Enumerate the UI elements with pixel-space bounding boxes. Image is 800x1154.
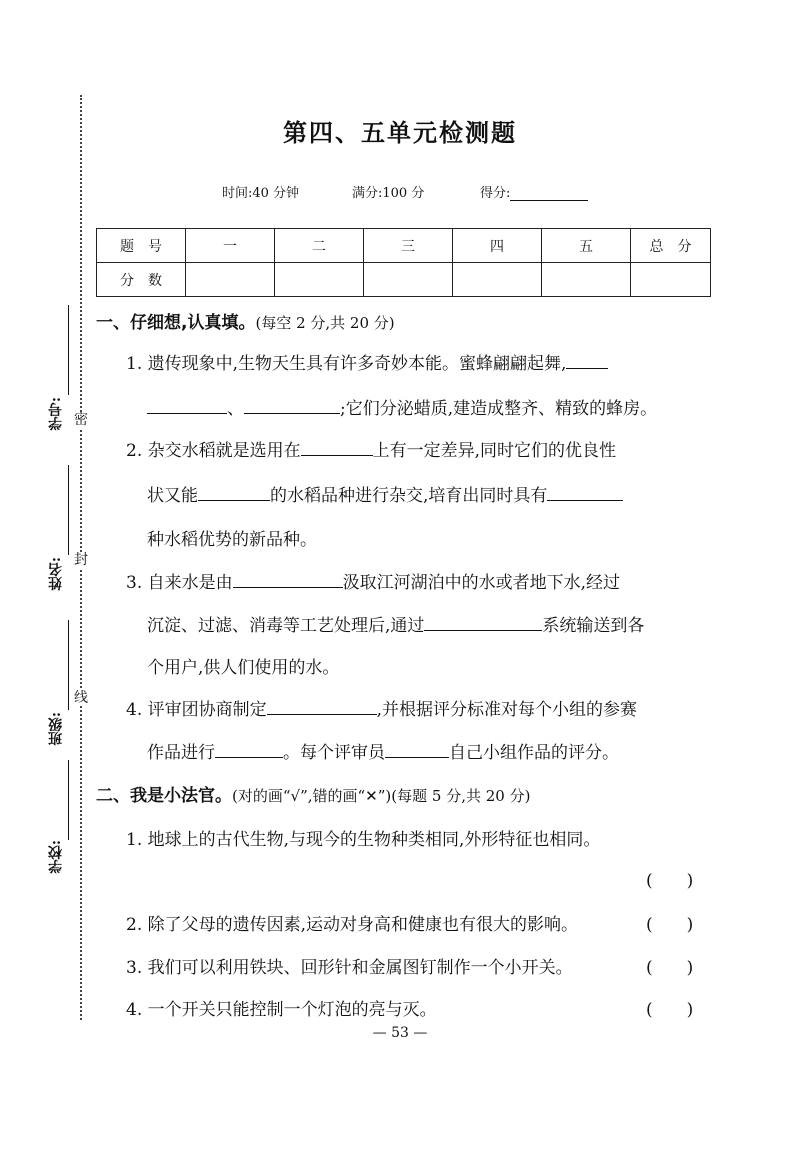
page-title: 第四、五单元检测题 [283, 119, 517, 147]
answer-blank[interactable] [385, 740, 449, 758]
score-cell[interactable] [186, 263, 275, 297]
judge-item-1: 1. 地球上的古代生物,与现今的生物种类相同,外形特征也相同。 [126, 830, 601, 850]
score-table [96, 228, 711, 297]
question-1-line-2 [147, 394, 657, 419]
question-text: 、 [227, 399, 244, 419]
answer-parentheses[interactable]: ( ) [646, 958, 694, 978]
judge-item-2: 2. 除了父母的遗传因素,运动对身高和健康也有很大的影响。 [126, 915, 579, 935]
table-cell: 总 分 [631, 229, 711, 263]
seal-char-feng: 封 [74, 552, 88, 568]
question-3-line-3 [147, 653, 339, 678]
section-1-note: (每空 2 分,共 20 分) [255, 314, 395, 332]
answer-blank[interactable] [244, 396, 340, 414]
section-2-note: (对的画“√”,错的画“✕”)(每题 5 分,共 20 分) [232, 787, 531, 805]
question-text: 系统输送到各 [542, 616, 645, 636]
question-text: ;它们分泌蜡质,建造成整齐、精致的蜂房。 [340, 399, 658, 419]
answer-parentheses[interactable]: ( ) [646, 1000, 694, 1020]
question-text: 作品进行 [147, 743, 215, 763]
table-cell: 一 [186, 229, 275, 263]
seal-char-xian: 线 [74, 690, 88, 706]
question-text: 沉淀、过滤、消毒等工艺处理后,通过 [147, 616, 425, 636]
class-line [68, 620, 69, 710]
score-field[interactable] [480, 182, 588, 201]
answer-blank[interactable] [301, 438, 373, 456]
question-text: 上有一定差异,同时它们的优良性 [372, 441, 617, 461]
table-cell: 五 [542, 229, 631, 263]
question-text: ,并根据评分标准对每个小组的参赛 [376, 700, 638, 720]
judge-item-3: 3. 我们可以利用铁块、回形针和金属图钉制作一个小开关。 [126, 958, 573, 978]
name-label: 姓名: [48, 557, 64, 591]
answer-blank[interactable] [566, 351, 608, 369]
answer-parentheses[interactable]: ( ) [646, 915, 694, 935]
score-cell[interactable] [364, 263, 453, 297]
question-text: 3. 自来水是由 [126, 573, 233, 593]
name-field[interactable] [36, 465, 76, 635]
score-cell[interactable] [631, 263, 711, 297]
question-3-line-2 [147, 611, 644, 636]
seal-char-mi: 密 [74, 412, 88, 428]
question-text: 的水稻品种进行杂交,培育出同时具有 [270, 486, 548, 506]
answer-blank[interactable] [424, 613, 542, 631]
score-cell[interactable] [453, 263, 542, 297]
score-cell[interactable] [542, 263, 631, 297]
question-2-line-2 [147, 481, 623, 506]
answer-blank[interactable] [215, 740, 283, 758]
table-cell: 二 [275, 229, 364, 263]
section-1-heading [96, 308, 395, 333]
question-3-line-1 [126, 568, 620, 593]
table-cell: 题 号 [97, 229, 186, 263]
question-4-line-1 [126, 695, 637, 720]
question-text: 种水稻优势的新品种。 [147, 530, 317, 550]
score-blank[interactable] [510, 186, 588, 201]
school-line [68, 760, 69, 840]
time-info: 时间:40 分钟 [222, 186, 300, 201]
answer-blank[interactable] [198, 483, 270, 501]
page-number: — 53 — [372, 1025, 428, 1041]
question-2-line-3 [147, 525, 317, 550]
school-field[interactable] [36, 760, 76, 930]
table-cell: 四 [453, 229, 542, 263]
question-text: 。每个评审员 [283, 743, 385, 763]
answer-blank[interactable] [233, 570, 343, 588]
question-text: 1. 遗传现象中,生物天生具有许多奇妙本能。蜜蜂翩翩起舞, [126, 354, 567, 374]
name-line [68, 465, 69, 555]
question-4-line-2 [147, 738, 619, 763]
answer-blank[interactable] [267, 697, 377, 715]
table-cell: 分 数 [97, 263, 186, 297]
class-label: 班级: [48, 712, 64, 746]
judge-item-4: 4. 一个开关只能控制一个灯泡的亮与灭。 [126, 1000, 437, 1020]
question-text: 自己小组作品的评分。 [449, 743, 619, 763]
question-text: 4. 评审团协商制定 [126, 700, 267, 720]
score-table-score-row [97, 263, 711, 297]
section-2-title: 二、我是小法官。 [96, 786, 232, 806]
answer-blank[interactable] [547, 483, 623, 501]
question-1-line-1 [126, 349, 608, 374]
question-text: 个用户,供人们使用的水。 [147, 658, 340, 678]
student-id-line [68, 305, 69, 395]
score-table-header-row [97, 229, 711, 263]
question-text: 汲取江河湖泊中的水或者地下水,经过 [342, 573, 621, 593]
full-score-info: 满分:100 分 [352, 186, 425, 201]
answer-parentheses[interactable]: ( ) [646, 871, 694, 891]
question-2-line-1 [126, 436, 616, 461]
score-label: 得分: [480, 186, 511, 201]
student-id-label: 学号: [48, 397, 64, 431]
question-text: 状又能 [147, 486, 198, 506]
score-cell[interactable] [275, 263, 364, 297]
answer-blank[interactable] [147, 396, 227, 414]
school-label: 学校: [48, 840, 64, 874]
student-id-field[interactable] [36, 305, 76, 475]
table-cell: 三 [364, 229, 453, 263]
question-text: 2. 杂交水稻就是选用在 [126, 441, 301, 461]
section-2-heading [96, 781, 530, 806]
section-1-title: 一、仔细想,认真填。 [96, 313, 256, 333]
